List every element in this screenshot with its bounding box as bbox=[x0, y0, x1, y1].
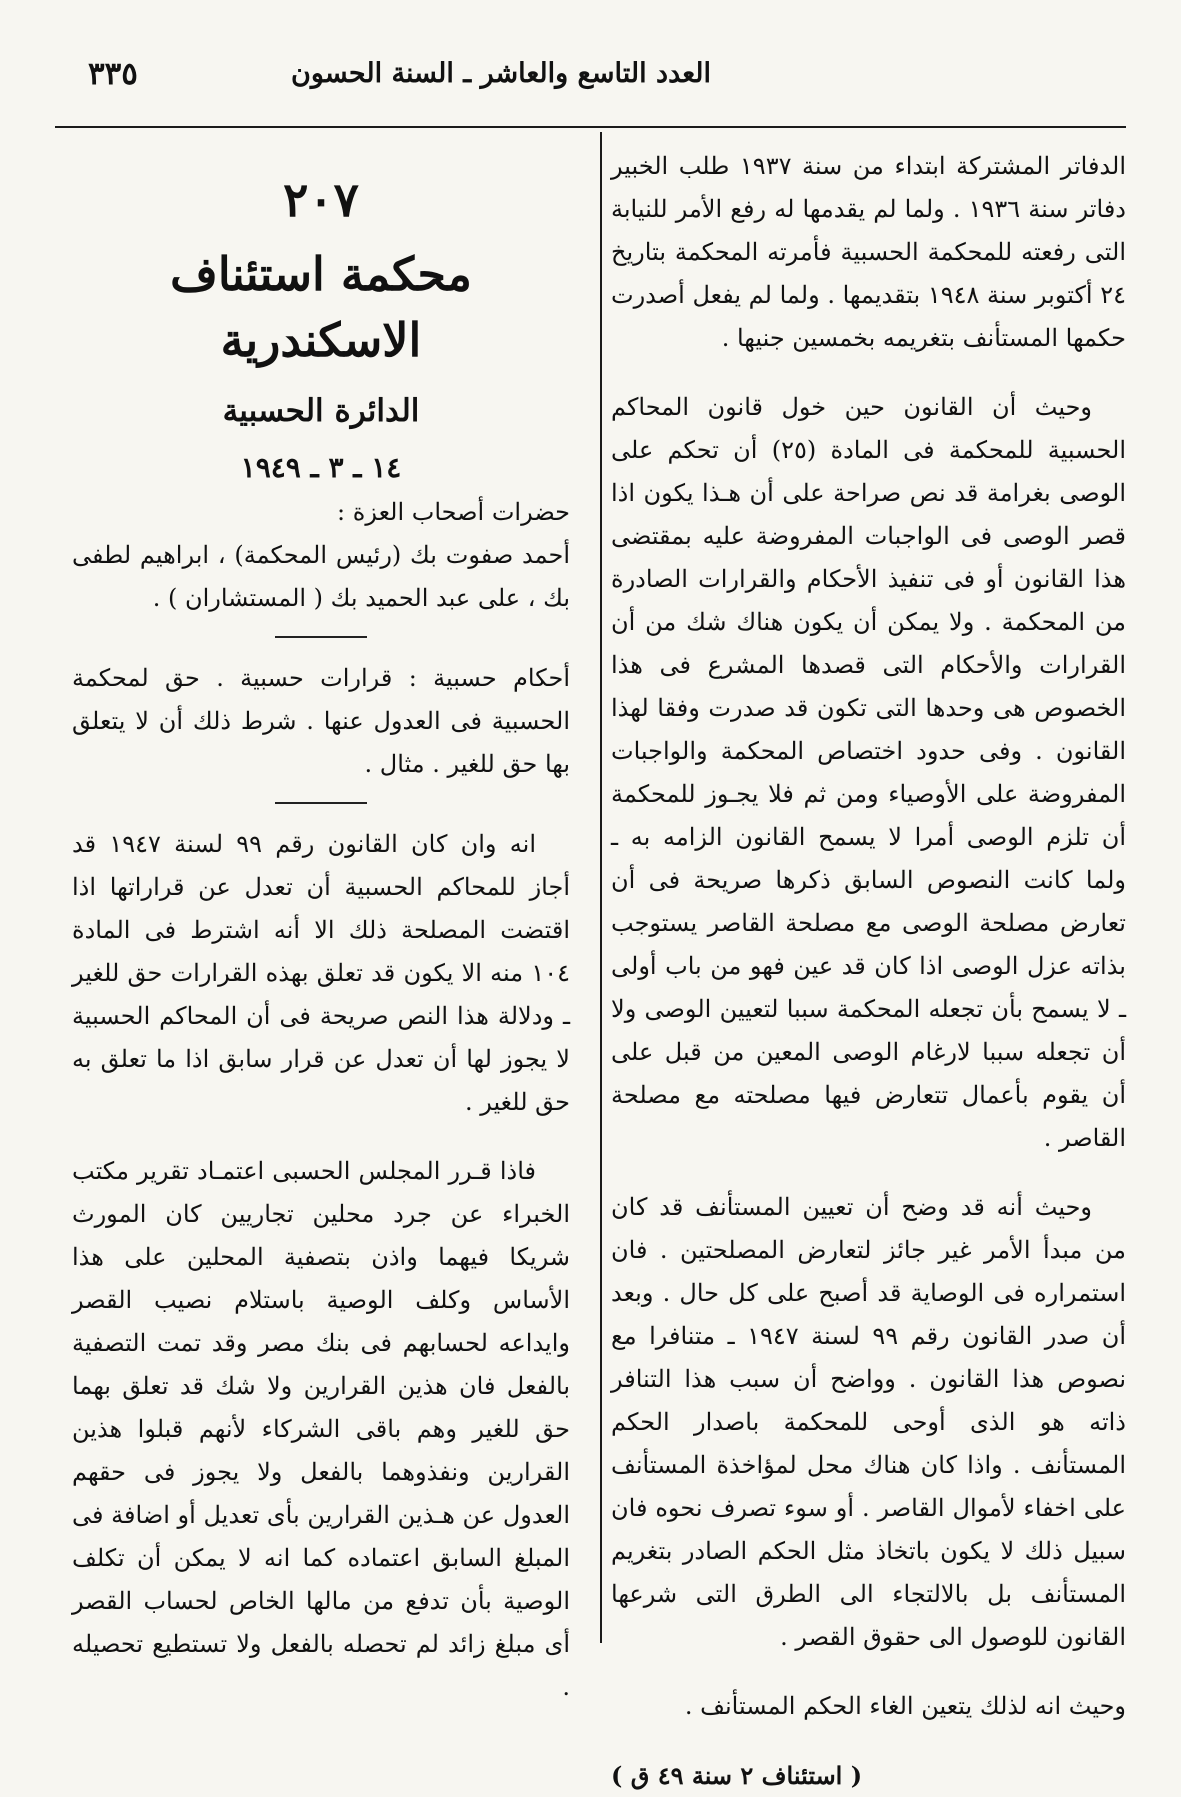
page-header bbox=[50, 58, 1131, 118]
left-column-paragraph-1: انه وان كان القانون رقم ٩٩ لسنة ١٩٤٧ قد أجاز للمحاكم الحسبية أن تعدل عن قراراتها اذا اقتضت المصلحة ذلك الا أنه اشترط فى المادة ١٠٤ منه الا يكون قد تعلق بهذه القرارات حق للغير ـ ودلالة هذا النص صريحة فى أن المحاكم الحسبية لا يجوز لها أن تعدل عن قرار سابق اذا ما تعلق به حق للغير . bbox=[72, 830, 570, 1116]
section-divider-1 bbox=[275, 636, 367, 638]
case-date: ١٤ ـ ٣ ـ ١٩٤٩ bbox=[240, 451, 402, 484]
judges-list: أحمد صفوت بك (رئيس المحكمة) ، ابراهيم لطفى بك ، على عبد الحميد بك ( المستشاران ) . bbox=[72, 541, 570, 612]
circuit-title: الدائرة الحسبية bbox=[222, 393, 420, 429]
column-divider bbox=[600, 132, 602, 1643]
left-text-column bbox=[72, 145, 570, 1701]
right-column-paragraph-1: الدفاتر المشتركة ابتداء من سنة ١٩٣٧ طلب الخبير دفاتر سنة ١٩٣٦ . ولما لم يقدمها له رفع الأمر للنيابة التى رفعته للمحكمة الحسبية فأمرته المحكمة بتاريخ ٢٤ أكتوبر سنة ١٩٤٨ بتقديمها . ولما لم يفعل أصدرت حكمها المستأنف بتغريمه بخمسين جنيها . bbox=[611, 152, 1126, 352]
court-title: محكمة استئناف الاسكندرية bbox=[170, 247, 472, 367]
right-column-paragraph-3: وحيث أنه قد وضح أن تعيين المستأنف قد كان من مبدأ الأمر غير جائز لتعارض المصلحتين . فان استمراره فى الوصاية قد أصبح على كل حال . وبعد أن صدر القانون رقم ٩٩ لسنة ١٩٤٧ ـ متنافرا مع نصوص هذا القانون . وواضح أن سبب هذا التنافر ذاته هو الذى أوحى للمحكمة باصدار الحكم المستأنف . واذا كان هناك محل لمؤاخذة المستأنف على اخفاء لأموال القاصر . أو سوء تصرف نحوه فان سبيل ذلك لا يكون باتخاذ مثل الحكم الصادر بتغريم المستأنف بل بالالتجاء الى الطرق التى شرعها القانون للوصول الى حقوق القصر . bbox=[611, 1193, 1127, 1651]
legal-summary: أحكام حسبية : قرارات حسبية . حق لمحكمة الحسبية فى العدول عنها . شرط ذلك أن لا يتعلق بها حق للغير . مثال . bbox=[72, 664, 570, 778]
page-number: ٣٣٥ bbox=[88, 56, 138, 92]
running-header-title: العدد التاسع والعاشر ـ السنة الحسون bbox=[291, 58, 711, 89]
appeal-citation: ( استئناف ٢ سنة ٤٩ ق ) bbox=[611, 1761, 863, 1790]
header-divider bbox=[55, 126, 1126, 128]
left-column-paragraph-2: فاذا قـرر المجلس الحسبى اعتمـاد تقرير مكتب الخبراء عن جرد محلين تجاريين كان المورث شريكا فيهما واذن بتصفية المحلين على هذا الأساس وكلف الوصية باستلام نصيب القصر وايداعه لحسابهم فى بنك مصر وقد تمت التصفية بالفعل فان هذين القرارين ولا شك قد تعلق بهما حق للغير وهم باقى الشركاء لأنهم قبلوا هذين القرارين ونفذوهما بالفعل ولا يجوز فى حقهم العدول عن هـذين القرارين بأى تعديل أو اضافة فى المبلغ السابق اعتماده كما انه لا يمكن أن تكلف الوصية بأن تدفع من مالها الخاص لحساب القصر أى مبلغ زائد لم تحصله بالفعل ولا تستطيع تحصيله . bbox=[72, 1157, 570, 1701]
judges-heading: حضرات أصحاب العزة : bbox=[337, 498, 570, 526]
case-number: ٢٠٧ bbox=[283, 173, 359, 228]
right-column-closing-sentence: وحيث انه لذلك يتعين الغاء الحكم المستأنف . bbox=[684, 1692, 1126, 1720]
right-column-paragraph-2: وحيث أن القانون حين خول قانون المحاكم الحسبية للمحكمة فى المادة (٢٥) أن تحكم على الوصى بغرامة قد نص صراحة على أن هـذا يكون اذا قصر الوصى فى الواجبات المفروضة عليه بمقتضى هذا القانون أو فى تنفيذ الأحكام والقرارات الصادرة من المحكمة . ولا يمكن أن يكون هناك شك من أن القرارات والأحكام التى قصدها المشرع فى هذا الخصوص هى وحدها التى تكون قد صدرت وفقا لهذا القانون . وفى حدود اختصاص المحكمة والواجبات المفروضة على الأوصياء ومن ثم فلا يجـوز للمحكمة أن تلزم الوصى أمرا لا يسمح القانون الزامه به ـ ولما كانت النصوص السابق ذكرها صريحة فى أن تعارض مصلحة الوصى مع مصلحة القاصر يستوجب بذاته عزل الوصى اذا كان قد عين فهو من باب أولى ـ لا يسمح بأن تجعله المحكمة سببا لتعيين الوصى ولا أن تجعله سببا لارغام الوصى المعين من قبل على أن يقوم بأعمال تتعارض فيها مصلحته مع مصلحة القاصر . bbox=[611, 393, 1127, 1152]
section-divider-2 bbox=[275, 802, 367, 804]
right-text-column bbox=[611, 145, 1127, 1790]
